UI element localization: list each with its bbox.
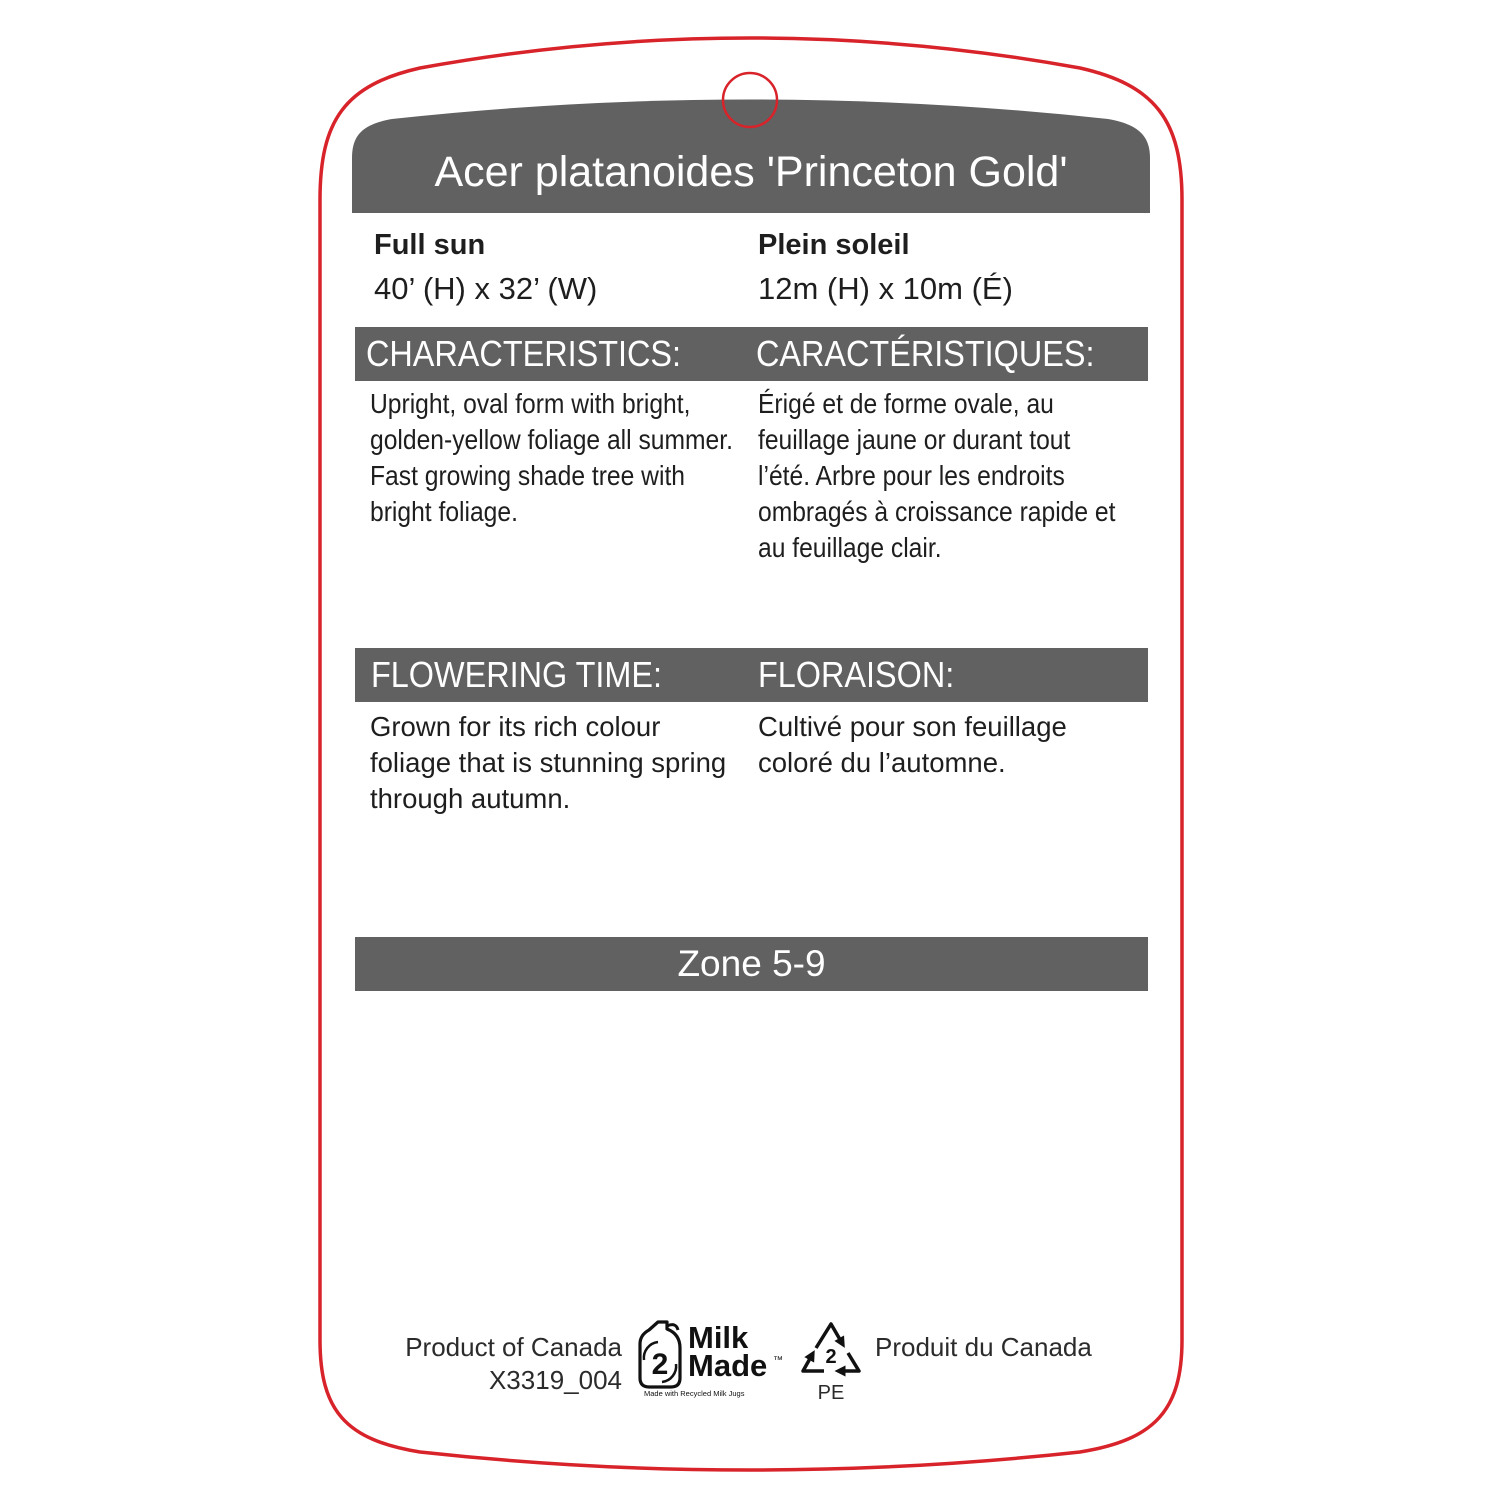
text-line: Cultivé pour son feuillage — [758, 711, 1067, 742]
milk-jug-icon — [640, 1322, 680, 1387]
zone-band — [355, 937, 1148, 991]
text-line: Érigé et de forme ovale, au — [758, 388, 1054, 419]
recycle-number: 2 — [825, 1346, 837, 1368]
milk-made-logo — [636, 1316, 788, 1402]
trademark-mark: ™ — [773, 1355, 783, 1366]
origin-en: Product of Canada — [405, 1332, 622, 1362]
hardiness-zone: Zone 5-9 — [677, 943, 826, 984]
milk-made-word-made: Made — [688, 1348, 768, 1383]
milk-made-tagline: Made with Recycled Milk Jugs — [644, 1389, 745, 1398]
text-line: Fast growing shade tree with — [370, 460, 686, 491]
origin-fr: Produit du Canada — [875, 1332, 1092, 1362]
text-line: coloré du l’automne. — [758, 747, 1006, 778]
size-en: 40’ (H) x 32’ (W) — [374, 271, 598, 306]
characteristics-band — [355, 327, 1148, 381]
text-line: through autumn. — [370, 783, 571, 814]
milk-made-number: 2 — [651, 1348, 669, 1381]
characteristics-heading-fr: CARACTÉRISTIQUES: — [756, 333, 1095, 374]
exposure-en: Full sun — [374, 229, 486, 261]
flowering-band — [355, 648, 1148, 702]
size-fr: 12m (H) x 10m (É) — [758, 271, 1013, 306]
text-line: Upright, oval form with bright, — [370, 388, 691, 419]
characteristics-text-fr — [758, 386, 1128, 566]
characteristics-text-en — [370, 386, 740, 530]
recycle-icon — [798, 1318, 864, 1380]
text-line: Grown for its rich colour — [370, 711, 661, 742]
text-line: au feuillage clair. — [758, 532, 942, 563]
exposure-fr: Plein soleil — [758, 229, 910, 261]
milk-made-word-milk: Milk — [688, 1320, 749, 1355]
flowering-text-fr — [758, 709, 1128, 781]
text-line: golden-yellow foliage all summer. — [370, 424, 733, 455]
flowering-text-en — [370, 709, 740, 817]
text-line: feuillage jaune or durant tout — [758, 424, 1071, 455]
text-line: ombragés à croissance rapide et — [758, 496, 1116, 527]
text-line: l’été. Arbre pour les endroits — [758, 460, 1065, 491]
flowering-heading-en: FLOWERING TIME: — [371, 654, 663, 695]
characteristics-heading-en: CHARACTERISTICS: — [366, 333, 682, 374]
text-line: bright foliage. — [370, 496, 518, 527]
flowering-heading-fr: FLORAISON: — [758, 654, 955, 695]
product-code: X3319_004 — [488, 1365, 622, 1395]
plant-title: Acer platanoides 'Princeton Gold' — [434, 148, 1068, 196]
resin-code-label: PE — [817, 1382, 845, 1404]
text-line: foliage that is stunning spring — [370, 747, 727, 778]
